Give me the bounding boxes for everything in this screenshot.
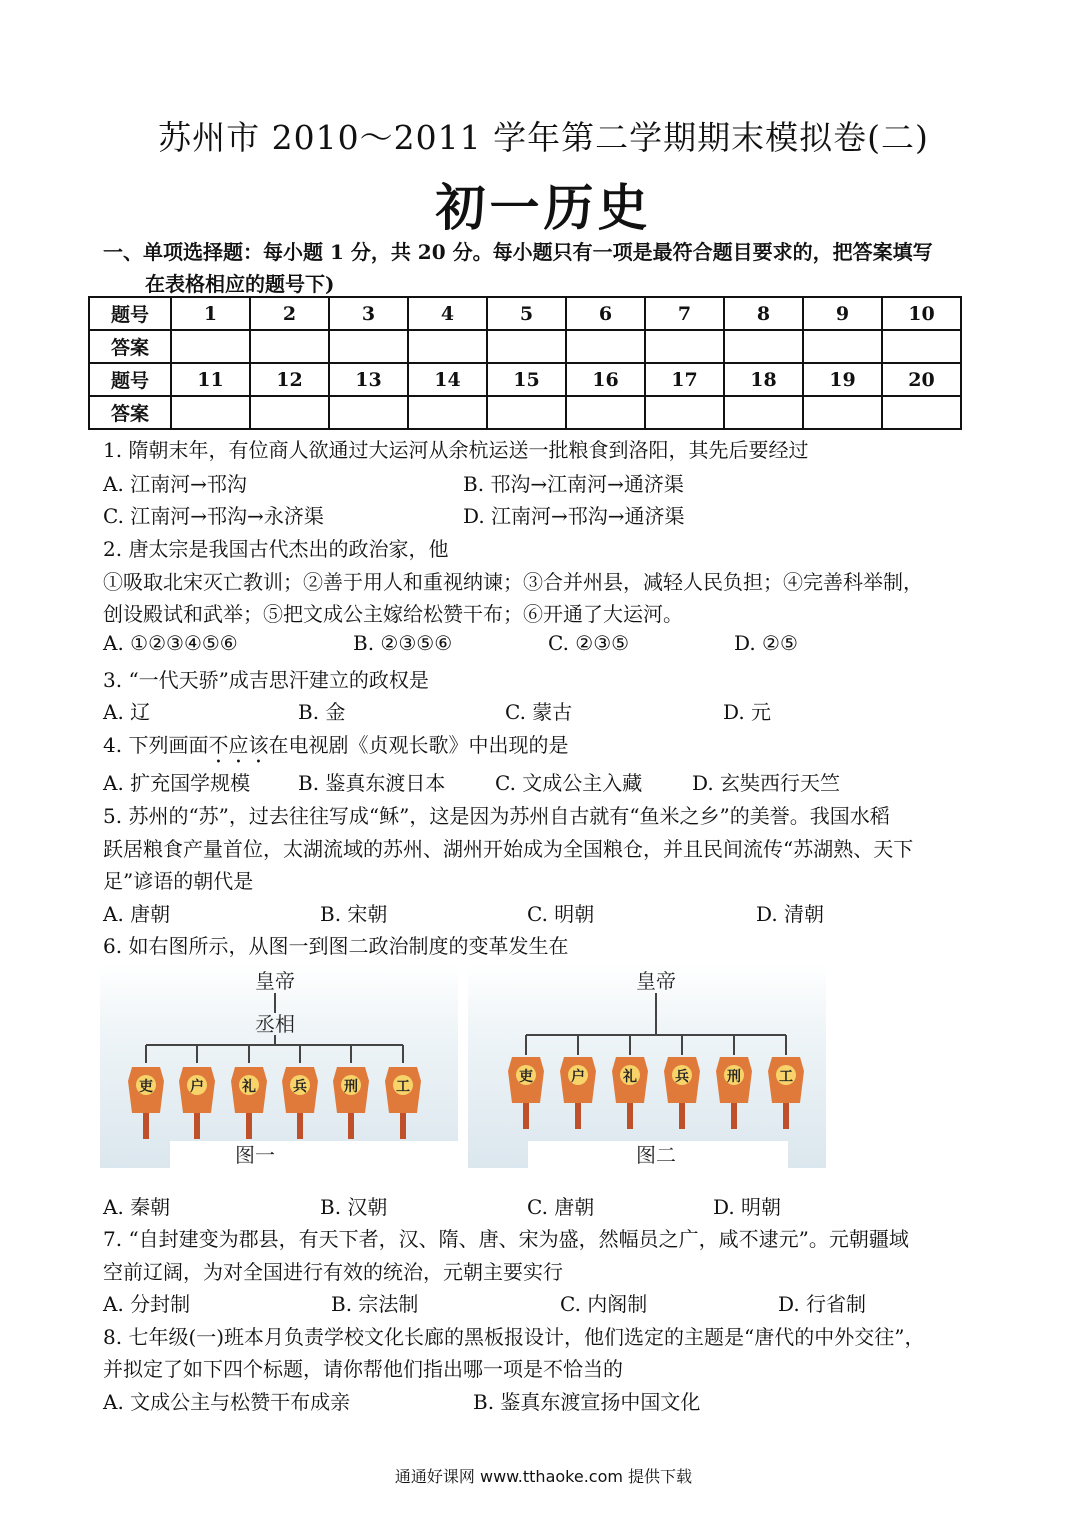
section-heading: 一、单项选择题：每小题 1 分，共 20 分。每小题只有一项是最符合题目要求的，把答案填写 — [103, 240, 933, 264]
answer-cell[interactable] — [329, 396, 408, 429]
question-4-option-d: D. 玄奘西行天竺 — [692, 771, 841, 795]
diagram-2-ministry: 礼 — [623, 1069, 637, 1085]
question-6-option-b: B. 汉朝 — [320, 1195, 388, 1219]
answer-cell[interactable] — [882, 330, 961, 363]
answer-cell[interactable] — [566, 330, 645, 363]
question-number-cell: 20 — [882, 363, 961, 396]
question-2-option-d: D. ②⑤ — [734, 631, 798, 655]
diagram-2-ministry: 吏 — [519, 1069, 533, 1085]
question-number-cell: 9 — [803, 297, 882, 330]
question-4-option-b: B. 鉴真东渡日本 — [298, 771, 446, 795]
question-3-option-a: A. 辽 — [103, 700, 151, 724]
answer-cell[interactable] — [171, 330, 250, 363]
diagram-1-ministry: 吏 — [139, 1079, 153, 1095]
diagram-1-tree — [100, 963, 458, 1168]
question-number-cell: 10 — [882, 297, 961, 330]
section-heading-cont: 在表格相应的题号下) — [145, 272, 335, 296]
diagram-1-ministry: 礼 — [242, 1079, 256, 1095]
lanterns — [128, 1067, 421, 1139]
answer-cell[interactable] — [645, 396, 724, 429]
question-number-cell: 2 — [250, 297, 329, 330]
diagram-1-ministry: 工 — [396, 1079, 410, 1095]
row-label: 题号 — [89, 297, 171, 330]
lanterns — [508, 1057, 804, 1129]
subject-title: 初一历史 — [435, 178, 652, 237]
question-number-cell: 5 — [487, 297, 566, 330]
question-number-cell: 1 — [171, 297, 250, 330]
footer-credit: 通通好课网 www.tthaoke.com 提供下载 — [394, 1467, 693, 1486]
answer-cell[interactable] — [487, 396, 566, 429]
answer-cell[interactable] — [566, 396, 645, 429]
diagram-1-chancellor: 丞相 — [255, 1012, 295, 1036]
question-6-option-d: D. 明朝 — [713, 1195, 782, 1219]
question-2-option-a: A. ①②③④⑤⑥ — [103, 631, 238, 655]
table-row — [89, 396, 961, 429]
table-row — [89, 363, 961, 396]
question-2-line2: ①吸取北宋灭亡教训；②善于用人和重视纳谏；③合并州县，减轻人民负担；④完善科举制， — [103, 570, 923, 594]
question-5-option-c: C. 明朝 — [527, 902, 595, 926]
question-number-cell: 18 — [724, 363, 803, 396]
question-3-option-b: B. 金 — [298, 700, 346, 724]
answer-cell[interactable] — [724, 330, 803, 363]
question-number-cell: 3 — [329, 297, 408, 330]
question-2-stem: 2. 唐太宗是我国古代杰出的政治家，他 — [103, 537, 449, 561]
question-5-line3: 足”谚语的朝代是 — [103, 869, 254, 893]
question-6-option-a: A. 秦朝 — [103, 1195, 171, 1219]
answer-cell[interactable] — [803, 396, 882, 429]
question-number-cell: 4 — [408, 297, 487, 330]
question-7-option-a: A. 分封制 — [103, 1292, 191, 1316]
question-number-cell: 14 — [408, 363, 487, 396]
question-4-option-c: C. 文成公主入藏 — [495, 771, 643, 795]
answer-cell[interactable] — [250, 330, 329, 363]
question-number-cell: 16 — [566, 363, 645, 396]
question-5-option-a: A. 唐朝 — [103, 902, 171, 926]
answer-cell[interactable] — [724, 396, 803, 429]
answer-cell[interactable] — [171, 396, 250, 429]
answer-cell[interactable] — [882, 396, 961, 429]
question-7-option-b: B. 宗法制 — [331, 1292, 419, 1316]
question-1-option-a: A. 江南河→邗沟 — [103, 472, 247, 496]
question-8-option-a: A. 文成公主与松赞干布成亲 — [103, 1390, 351, 1414]
question-number-cell: 12 — [250, 363, 329, 396]
table-row — [89, 297, 961, 330]
question-number-cell: 8 — [724, 297, 803, 330]
diagram-2-emperor: 皇帝 — [636, 969, 676, 993]
exam-title: 苏州市 2010～2011 学年第二学期期末模拟卷(二) — [158, 118, 929, 157]
table-row — [89, 330, 961, 363]
row-label: 答案 — [89, 330, 171, 363]
question-5-line2: 跃居粮食产量首位，太湖流域的苏州、湖州开始成为全国粮仓，并且民间流传“苏湖熟、天下 — [103, 837, 914, 861]
answer-cell[interactable] — [329, 330, 408, 363]
question-5-option-d: D. 清朝 — [756, 902, 825, 926]
question-6-stem: 6. 如右图所示，从图一到图二政治制度的变革发生在 — [103, 934, 569, 958]
question-5-option-b: B. 宋朝 — [320, 902, 388, 926]
diagram-2-ministry: 工 — [779, 1069, 793, 1085]
answer-cell[interactable] — [250, 396, 329, 429]
diagram-2-ministry: 兵 — [675, 1069, 689, 1085]
diagram-2-tree — [468, 963, 826, 1168]
question-2-option-b: B. ②③⑤⑥ — [353, 631, 453, 655]
question-number-cell: 15 — [487, 363, 566, 396]
diagram-1-emperor: 皇帝 — [255, 969, 295, 993]
question-number-cell: 11 — [171, 363, 250, 396]
question-7-option-d: D. 行省制 — [778, 1292, 867, 1316]
answer-table — [88, 296, 962, 430]
question-4-option-a: A. 扩充国学规模 — [103, 771, 251, 795]
row-label: 题号 — [89, 363, 171, 396]
diagram-1-ministry: 兵 — [293, 1079, 307, 1095]
diagram-figure-2 — [468, 963, 826, 1168]
question-4-stem — [103, 729, 568, 768]
question-4-stem-post: 在电视剧《贞观长歌》中出现的是 — [268, 733, 569, 757]
question-4-emphasis: 不应该 — [208, 733, 269, 757]
question-number-cell: 19 — [803, 363, 882, 396]
question-1-option-d: D. 江南河→邗沟→通济渠 — [463, 504, 685, 528]
row-label: 答案 — [89, 396, 171, 429]
answer-cell[interactable] — [803, 330, 882, 363]
diagram-figure-1 — [100, 963, 458, 1168]
question-number-cell: 13 — [329, 363, 408, 396]
question-8-stem: 8. 七年级(一)班本月负责学校文化长廊的黑板报设计，他们选定的主题是“唐代的中外交往”， — [103, 1325, 925, 1349]
question-6-option-c: C. 唐朝 — [527, 1195, 595, 1219]
diagram-2-caption: 图二 — [636, 1143, 676, 1167]
question-2-line3: 创设殿试和武举；⑤把文成公主嫁给松赞干布；⑥开通了大运河。 — [103, 602, 683, 626]
answer-cell[interactable] — [487, 330, 566, 363]
question-3-stem: 3. “一代天骄”成吉思汗建立的政权是 — [103, 668, 429, 692]
question-1-option-c: C. 江南河→邗沟→永济渠 — [103, 504, 324, 528]
question-number-cell: 7 — [645, 297, 724, 330]
question-7-option-c: C. 内阁制 — [560, 1292, 648, 1316]
question-3-option-c: C. 蒙古 — [505, 700, 573, 724]
question-number-cell: 17 — [645, 363, 724, 396]
question-2-option-c: C. ②③⑤ — [548, 631, 630, 655]
diagram-2-ministry: 户 — [571, 1069, 585, 1085]
diagram-1-ministry: 户 — [190, 1079, 204, 1095]
diagram-1-caption: 图一 — [235, 1143, 275, 1167]
question-7-stem: 7. “自封建变为郡县，有天下者，汉、隋、唐、宋为盛，然幅员之广，咸不逮元”。元朝疆域 — [103, 1227, 909, 1251]
answer-cell[interactable] — [408, 396, 487, 429]
question-8-option-b: B. 鉴真东渡宣扬中国文化 — [473, 1390, 701, 1414]
answer-cell[interactable] — [408, 330, 487, 363]
question-1-option-b: B. 邗沟→江南河→通济渠 — [463, 472, 684, 496]
question-number-cell: 6 — [566, 297, 645, 330]
question-4-stem-pre: 4. 下列画面 — [103, 733, 209, 757]
question-8-line2: 并拟定了如下四个标题，请你帮他们指出哪一项是不恰当的 — [103, 1357, 623, 1381]
question-1-stem: 1. 隋朝末年，有位商人欲通过大运河从余杭运送一批粮食到洛阳，其先后要经过 — [103, 438, 809, 462]
question-3-option-d: D. 元 — [723, 700, 772, 724]
diagram-1-ministry: 刑 — [344, 1079, 358, 1095]
diagram-2-ministry: 刑 — [727, 1069, 741, 1085]
question-7-line2: 空前辽阔，为对全国进行有效的统治，元朝主要实行 — [103, 1260, 563, 1284]
question-5-stem: 5. 苏州的“苏”，过去往往写成“稣”，这是因为苏州自古就有“鱼米之乡”的美誉。我国水稻 — [103, 804, 890, 828]
answer-cell[interactable] — [645, 330, 724, 363]
